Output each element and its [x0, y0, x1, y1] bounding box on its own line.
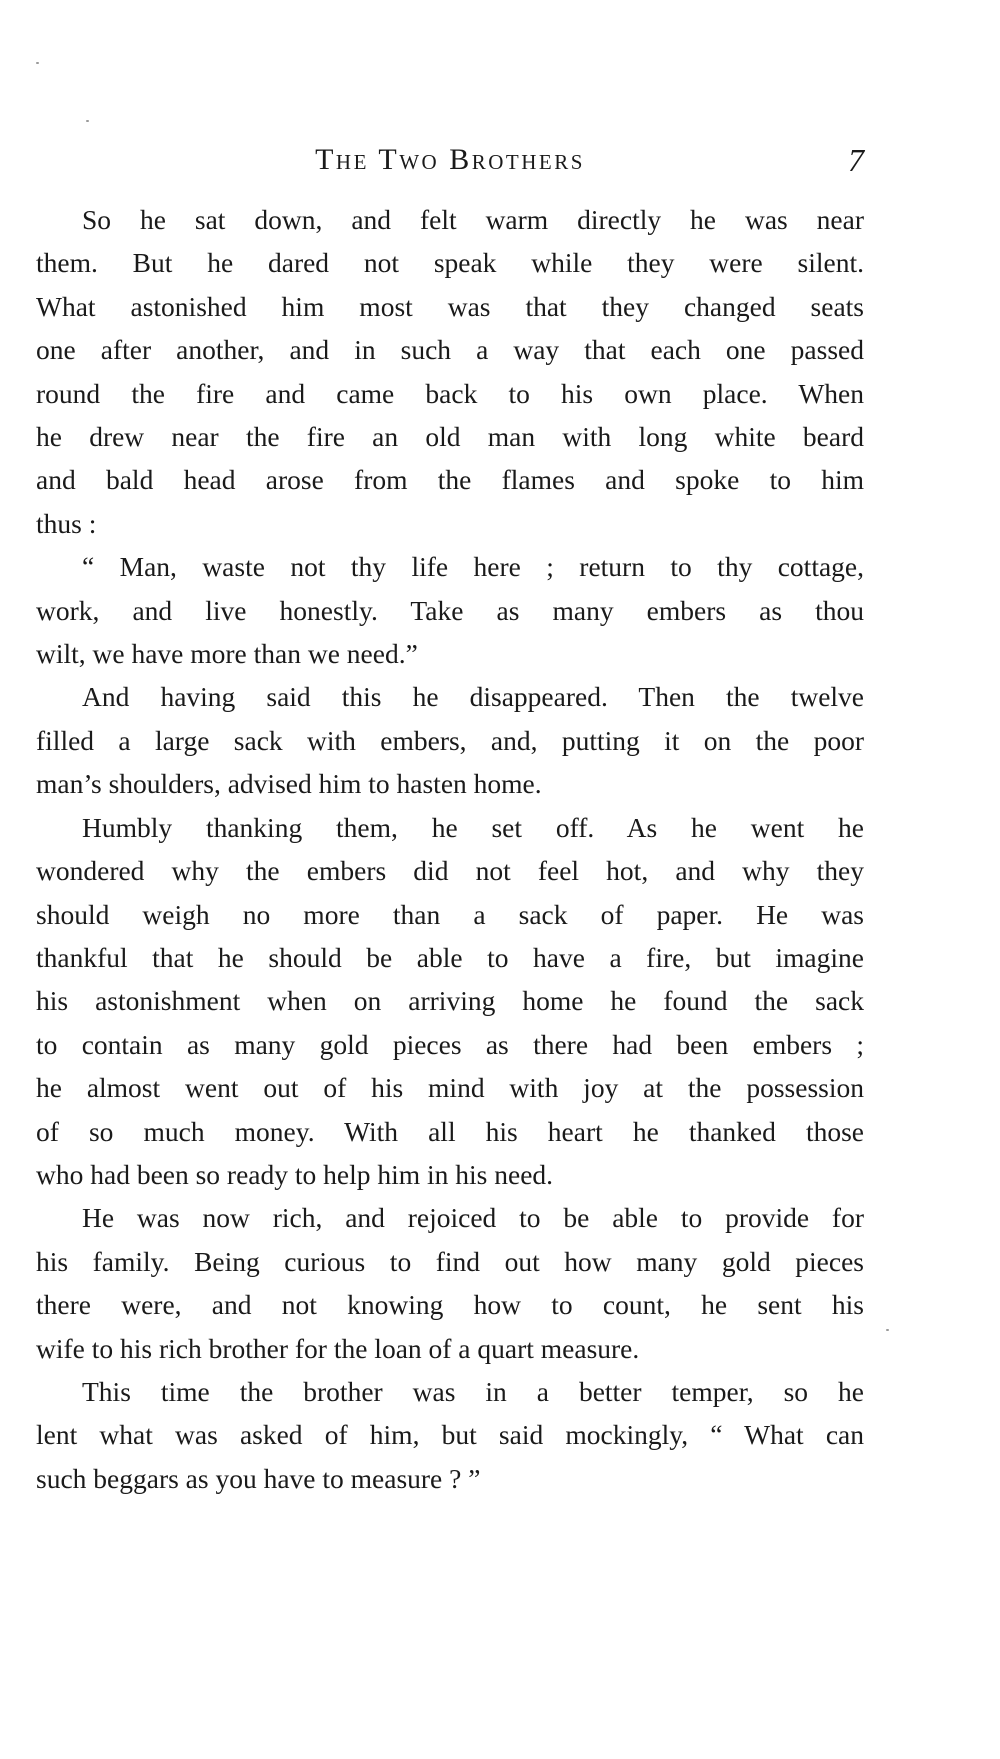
text-line: he almost went out of his mind with joy at the possession [36, 1072, 864, 1104]
page-header [36, 138, 864, 190]
text-line: he drew near the fire an old man with long white beard [36, 421, 864, 453]
text-line: This time the brother was in a better temper, so he [82, 1375, 864, 1407]
text-line: who had been so ready to help him in his need. [36, 1158, 554, 1190]
paragraph [36, 675, 864, 805]
text-line: He was now rich, and rejoiced to be able to provide for [82, 1202, 864, 1234]
text-line: such beggars as you have to measure ? ” [36, 1462, 481, 1494]
text-line: man’s shoulders, advised him to hasten home. [36, 768, 542, 800]
text-line: And having said this he disappeared. Then the twelve [82, 681, 864, 713]
text-line: should weigh no more than a sack of paper. He was [36, 898, 864, 930]
text-line: thankful that he should be able to have a fire, but imagine [36, 941, 864, 973]
paper-speck [36, 62, 39, 64]
paper-speck [86, 120, 89, 122]
text-line: his family. Being curious to find out how many gold pieces [36, 1245, 864, 1277]
body-text [36, 198, 864, 1500]
paragraph [36, 545, 864, 675]
text-line: and bald head arose from the flames and spoke to him [36, 464, 864, 496]
paragraph [36, 806, 864, 1197]
paper-speck [886, 1329, 889, 1331]
text-line: there were, and not knowing how to count, he sent his [36, 1289, 864, 1321]
text-line: wife to his rich brother for the loan of a quart measure. [36, 1332, 640, 1364]
text-line: wondered why the embers did not feel hot, and why they [36, 855, 864, 887]
text-line: filled a large sack with embers, and, putting it on the poor [36, 724, 864, 756]
text-line: “ Man, waste not thy life here ; return to thy cottage, [82, 551, 864, 583]
text-line: Humbly thanking them, he set off. As he went he [82, 811, 864, 843]
text-line: work, and live honestly. Take as many embers as thou [36, 594, 864, 626]
text-line: of so much money. With all his heart he thanked those [36, 1115, 864, 1147]
running-title: The Two Brothers [315, 143, 585, 176]
text-line: lent what was asked of him, but said mockingly, “ What can [36, 1419, 864, 1451]
text-line: round the fire and came back to his own place. When [36, 377, 864, 409]
text-line: thus : [36, 507, 97, 539]
paragraph [36, 198, 864, 545]
text-line: to contain as many gold pieces as there had been embers ; [36, 1028, 864, 1060]
text-line: So he sat down, and felt warm directly he was near [82, 204, 864, 235]
text-line: one after another, and in such a way that each one passed [36, 334, 864, 366]
text-line: his astonishment when on arriving home he found the sack [36, 985, 864, 1017]
text-line: What astonished him most was that they changed seats [36, 290, 864, 322]
text-line: wilt, we have more than we need.” [36, 638, 418, 670]
paragraph [36, 1196, 864, 1370]
page-number: 7 [848, 142, 864, 178]
text-line: them. But he dared not speak while they were silent. [36, 247, 864, 279]
paragraph [36, 1370, 864, 1500]
